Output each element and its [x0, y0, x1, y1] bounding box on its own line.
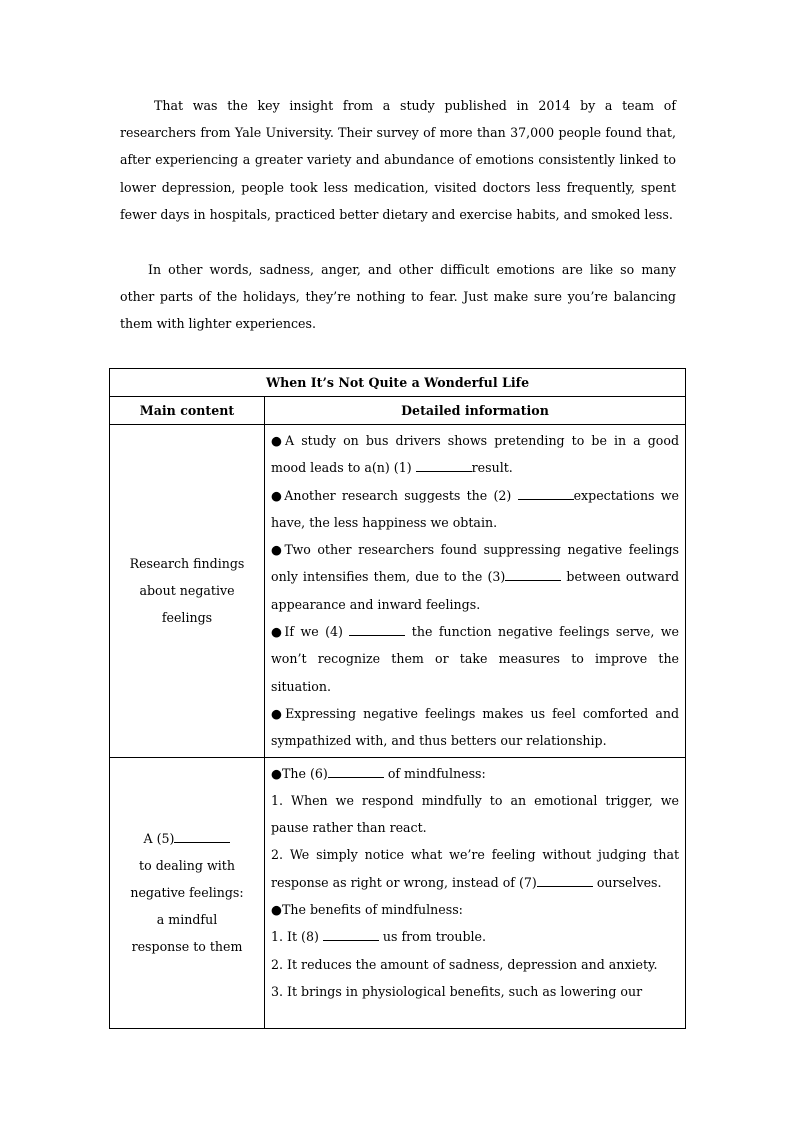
row-label-line: response to them — [131, 939, 243, 955]
blank-4[interactable] — [349, 623, 405, 636]
blank-1[interactable] — [416, 459, 472, 472]
blank-2[interactable] — [518, 487, 574, 500]
finding-1: ●A study on bus drivers shows pretending to be in a good mood leads to a(n) (1) result. — [271, 433, 680, 476]
blank-8[interactable] — [323, 928, 379, 941]
mindfulness-heading-1: ●The (6) of mindfulness: — [271, 765, 486, 781]
row-label-line: negative feelings: — [130, 884, 244, 900]
bullet-icon: ● — [271, 902, 282, 918]
finding-2: ●Another research suggests the (2) expectations we have, the less happiness we obtain. — [271, 487, 679, 530]
blank-6[interactable] — [328, 765, 384, 778]
mindfulness-item-1: 1. When we respond mindfully to an emotional trigger, we pause rather than react. — [271, 792, 680, 836]
bullet-icon: ● — [271, 433, 286, 448]
mindfulness-details — [265, 757, 686, 1028]
row-label-line: feelings — [161, 610, 213, 626]
row-label-research-findings — [110, 425, 265, 758]
bullet-icon: ● — [271, 765, 282, 781]
row-label-line: to dealing with — [139, 857, 235, 873]
blank-5[interactable] — [174, 830, 230, 843]
blank-7[interactable] — [537, 874, 593, 887]
benefit-item-1: 1. It (8) us from trouble. — [271, 929, 487, 945]
benefit-item-3: 3. It brings in physiological benefits, such as lowering our — [271, 983, 643, 999]
row-label-line: A (5) — [116, 825, 258, 852]
mindfulness-item-2: 2. We simply notice what we’re feeling without judging that response as right or wrong, instead of (7) ourselves. — [271, 847, 680, 890]
column-header-main-content: Main content — [110, 397, 265, 425]
research-findings-details — [265, 425, 686, 758]
paragraph-1: That was the key insight from a study published in 2014 by a team of researchers from Yale University. Their survey of more than 37,000 people found that, after experiencing a greater variety and abundance of emotions consistently linked to lower depression, people took less medication, visited doctors less frequently, spent fewer days in hospitals, practiced better dietary and exercise habits, and smoked less. — [120, 98, 676, 222]
finding-5: ●Expressing negative feelings makes us feel comforted and sympathized with, and thus betters our relationship. — [271, 705, 680, 749]
finding-4: ●If we (4) the function negative feelings serve, we won’t recognize them or take measures to improve the situation. — [271, 624, 680, 694]
bullet-icon: ● — [271, 487, 285, 503]
mindfulness-heading-2: ●The benefits of mindfulness: — [271, 902, 463, 918]
bullet-icon: ● — [271, 705, 286, 721]
row-label-line: a mindful — [156, 912, 218, 928]
bullet-icon: ● — [271, 624, 285, 640]
column-header-detailed-information: Detailed information — [265, 397, 686, 425]
benefit-item-2: 2. It reduces the amount of sadness, depression and anxiety. — [271, 956, 658, 972]
bullet-icon: ● — [271, 542, 285, 558]
paragraph-2: In other words, sadness, anger, and other difficult emotions are like so many other parts of the holidays, they’re nothing to fear. Just make sure you’re balancing them with lighter experiences. — [120, 262, 676, 332]
row-label-mindful-response — [110, 757, 265, 1028]
blank-3[interactable] — [505, 568, 561, 581]
table-title: When It’s Not Quite a Wonderful Life — [110, 369, 686, 397]
finding-3: ●Two other researchers found suppressing negative feelings only intensifies them, due to the (3) between outward appearance and inward feelings. — [271, 542, 680, 612]
row-label-line: Research findings — [129, 555, 245, 571]
summary-table — [109, 368, 686, 1029]
row-label-line: about negative — [139, 583, 235, 599]
